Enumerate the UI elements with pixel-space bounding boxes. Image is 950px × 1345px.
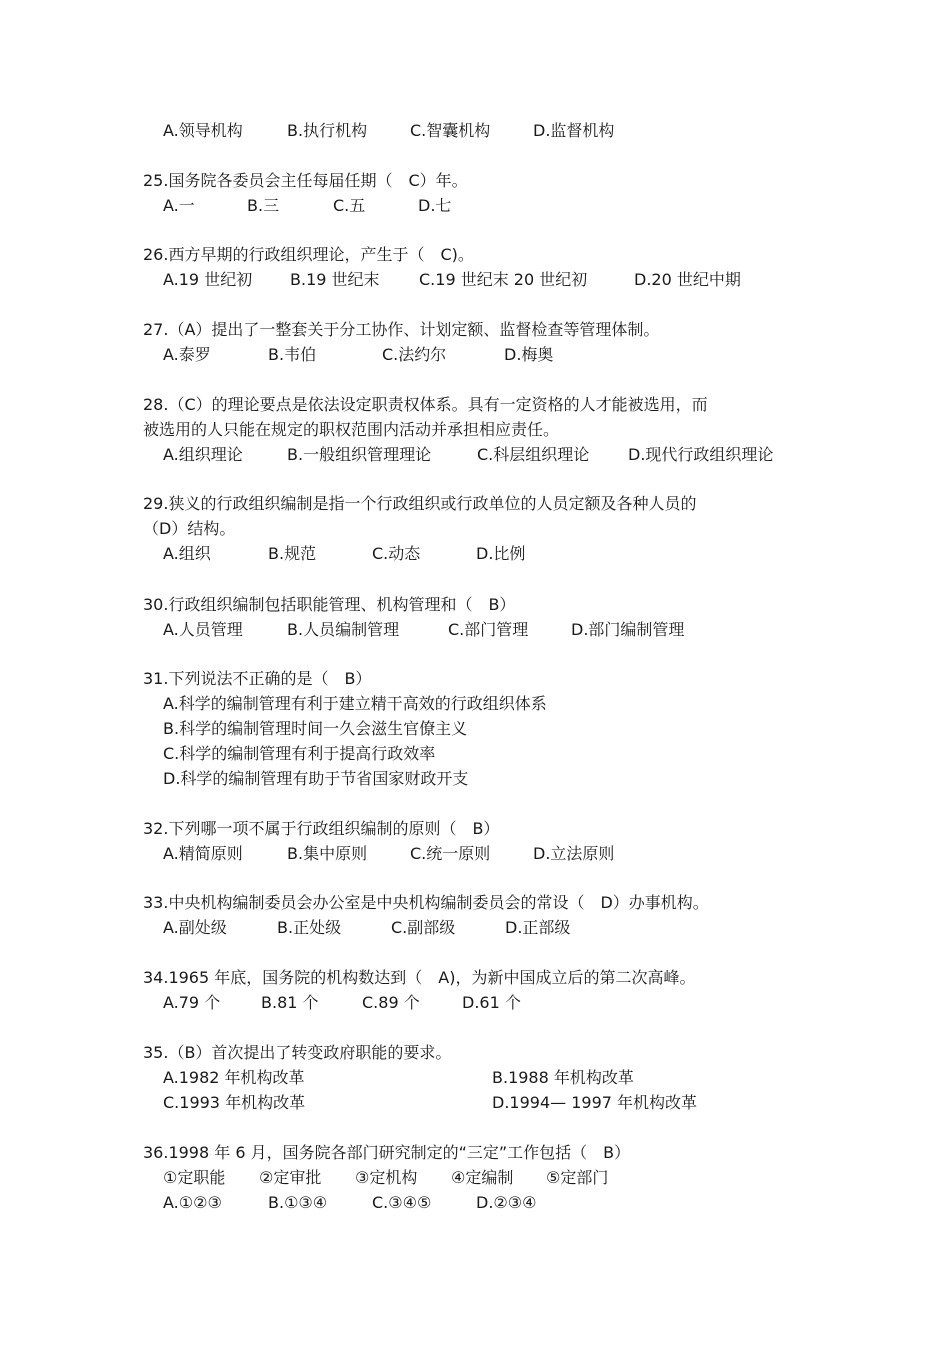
question-stem-line-2: （D）结构。: [143, 519, 236, 538]
question-stem: 26.西方早期的行政组织理论，产生于（ C)。: [143, 245, 474, 264]
option-c: C.动态: [372, 544, 421, 563]
item-5: ⑤定部门: [546, 1168, 609, 1187]
option-a: A.1982 年机构改革: [163, 1068, 305, 1087]
option-a: A.人员管理: [163, 620, 243, 639]
item-2: ②定审批: [259, 1168, 322, 1187]
option-b: B.规范: [268, 544, 317, 563]
question-stem: 25.国务院各委员会主任每届任期（ C）年。: [143, 171, 468, 190]
option-c: C.智囊机构: [410, 121, 491, 140]
option-b: B.正处级: [277, 918, 342, 937]
option-c: C.统一原则: [410, 844, 491, 863]
question-stem: 27.（A）提出了一整套关于分工协作、计划定额、监督检查等管理体制。: [143, 320, 660, 339]
question-stem-line-1: 28.（C）的理论要点是依法设定职责权体系。具有一定资格的人才能被选用，而: [143, 395, 708, 414]
option-d: D.比例: [476, 544, 526, 563]
option-b: B.一般组织管理理论: [287, 445, 432, 464]
question-stem: 33.中央机构编制委员会办公室是中央机构编制委员会的常设（ D）办事机构。: [143, 893, 709, 912]
option-d: D.科学的编制管理有助于节省国家财政开支: [163, 769, 469, 788]
option-d: D.立法原则: [533, 844, 615, 863]
option-c: C.法约尔: [382, 345, 447, 364]
option-a: A.副处级: [163, 918, 227, 937]
option-c: C.③④⑤: [372, 1193, 432, 1212]
option-a: A.①②③: [163, 1193, 222, 1212]
option-a: A.79 个: [163, 993, 221, 1012]
option-b: B.81 个: [261, 993, 319, 1012]
question-stem: 35.（B）首次提出了转变政府职能的要求。: [143, 1043, 452, 1062]
option-d: D.七: [418, 196, 452, 215]
option-a: A.泰罗: [163, 345, 211, 364]
option-d: D.部门编制管理: [571, 620, 685, 639]
question-stem-line-2: 被选用的人只能在规定的职权范围内活动并承担相应责任。: [143, 420, 560, 439]
option-b: B.①③④: [268, 1193, 328, 1212]
option-a: A.组织: [163, 544, 211, 563]
option-b: B.1988 年机构改革: [492, 1068, 634, 1087]
option-d: D.正部级: [505, 918, 571, 937]
option-c: C.科学的编制管理有利于提高行政效率: [163, 744, 436, 763]
option-a: A.科学的编制管理有利于建立精干高效的行政组织体系: [163, 694, 547, 713]
option-c: C.89 个: [362, 993, 420, 1012]
option-a: A.精简原则: [163, 844, 243, 863]
option-a: A.一: [163, 196, 195, 215]
item-3: ③定机构: [355, 1168, 418, 1187]
option-b: B.科学的编制管理时间一久会滋生官僚主义: [163, 719, 468, 738]
option-a: A.19 世纪初: [163, 270, 253, 289]
option-d: D.1994— 1997 年机构改革: [492, 1093, 698, 1112]
option-c: C.五: [333, 196, 366, 215]
option-b: B.执行机构: [287, 121, 368, 140]
option-c: C.科层组织理论: [477, 445, 590, 464]
option-d: D.梅奥: [504, 345, 554, 364]
option-c: C.1993 年机构改革: [163, 1093, 306, 1112]
question-stem-line-1: 29.狭义的行政组织编制是指一个行政组织或行政单位的人员定额及各种人员的: [143, 494, 697, 513]
question-stem: 36.1998 年 6 月，国务院各部门研究制定的“三定”工作包括（ B）: [143, 1143, 631, 1162]
question-stem: 31.下列说法不正确的是（ B）: [143, 669, 372, 688]
option-b: B.三: [247, 196, 280, 215]
option-d: D.②③④: [476, 1193, 537, 1212]
question-stem: 34.1965 年底，国务院的机构数达到（ A)，为新中国成立后的第二次高峰。: [143, 968, 696, 987]
option-a: A.组织理论: [163, 445, 243, 464]
option-b: B.集中原则: [287, 844, 368, 863]
option-c: C.副部级: [391, 918, 456, 937]
option-c: C.部门管理: [448, 620, 529, 639]
option-d: D.20 世纪中期: [634, 270, 741, 289]
option-b: B.人员编制管理: [287, 620, 400, 639]
item-1: ①定职能: [163, 1168, 226, 1187]
option-d: D.61 个: [462, 993, 521, 1012]
item-4: ④定编制: [451, 1168, 514, 1187]
question-stem: 32.下列哪一项不属于行政组织编制的原则（ B）: [143, 819, 500, 838]
option-b: B.韦伯: [268, 345, 317, 364]
option-a: A.领导机构: [163, 121, 243, 140]
option-c: C.19 世纪末 20 世纪初: [419, 270, 588, 289]
option-b: B.19 世纪末: [290, 270, 380, 289]
option-d: D.监督机构: [533, 121, 615, 140]
question-stem: 30.行政组织编制包括职能管理、机构管理和（ B）: [143, 595, 516, 614]
option-d: D.现代行政组织理论: [628, 445, 774, 464]
